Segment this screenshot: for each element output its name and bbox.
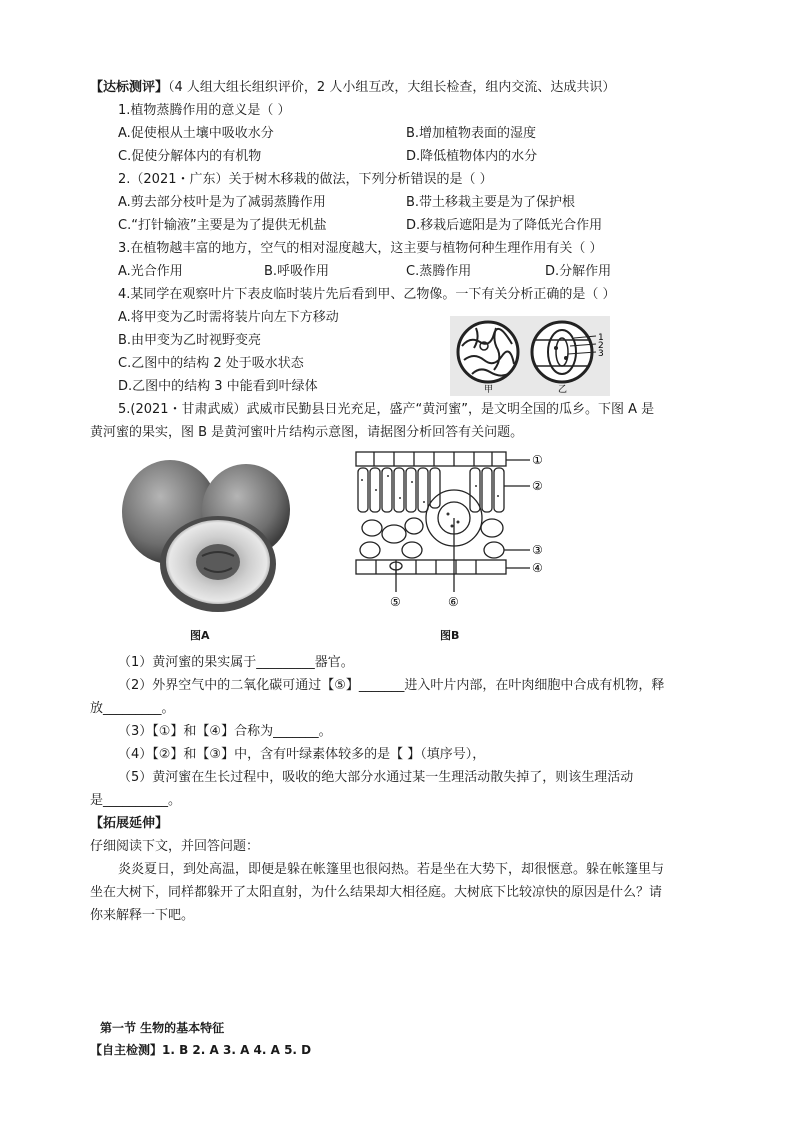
- q4-fig-label-jia: 甲: [484, 385, 494, 395]
- view-jia-diagram: [458, 322, 518, 382]
- q5-stem-line2: 黄河蜜的果实，图 B 是黄河蜜叶片结构示意图，请据图分析回答有关问题。: [90, 425, 524, 440]
- extension-para-line3: 你来解释一下吧。: [90, 908, 195, 923]
- eval-heading: 【达标测评】: [90, 80, 169, 95]
- q2-stem: 2.（2021・广东）关于树木移栽的做法，下列分析错误的是（ ）: [118, 172, 493, 187]
- q5-sub5-line2: 是__________。: [90, 793, 182, 808]
- q4-option-c: C.乙图中的结构 2 处于吸水状态: [118, 356, 304, 371]
- q2-option-c: C.“打针输液”主要是为了提供无机盐: [118, 218, 327, 233]
- extension-intro: 仔细阅读下文，并回答问题：: [90, 839, 260, 854]
- q3-stem: 3.在植物越丰富的地方，空气的相对湿度越大，这主要与植物何种生理作用有关（ ）: [118, 241, 603, 256]
- leaf-structure-diagram: [352, 446, 558, 614]
- leaf-label-3: ③: [532, 543, 543, 557]
- q5-sub4: （4）【②】和【③】中，含有叶绿素体较多的是【 】（填序号），: [118, 747, 486, 762]
- q4-option-b: B.由甲变为乙时视野变亮: [118, 333, 262, 348]
- q4-option-d: D.乙图中的结构 3 中能看到叶绿体: [118, 379, 318, 394]
- q3-option-b: B.呼吸作用: [264, 264, 330, 279]
- q3-option-c: C.蒸腾作用: [406, 264, 472, 279]
- fig-b-caption: 图B: [440, 629, 460, 642]
- q3-option-d: D.分解作用: [545, 264, 612, 279]
- fig-a-caption: 图A: [190, 629, 210, 642]
- q1-stem: 1.植物蒸腾作用的意义是（ ）: [118, 103, 291, 118]
- q1-option-b: B.增加植物表面的湿度: [406, 126, 537, 141]
- eval-heading-line: [90, 80, 615, 96]
- q2-option-a: A.剪去部分枝叶是为了减弱蒸腾作用: [118, 195, 326, 210]
- answers-section-title: 第一节 生物的基本特征: [100, 1021, 225, 1035]
- q5-sub2-line1: （2）外界空气中的二氧化碳可通过【⑤】_______进入叶片内部，在叶肉细胞中合成有机物，释: [118, 678, 665, 693]
- extension-para-line2: 坐在大树下，同样都躲开了太阳直射，为什么结果却大相径庭。大树底下比较凉快的原因是什么？请: [90, 885, 663, 900]
- q4-option-a: A.将甲变为乙时需将装片向左下方移动: [118, 310, 339, 325]
- q4-fig-number-1: 1: [598, 333, 604, 343]
- q1-option-d: D.降低植物体内的水分: [406, 149, 538, 164]
- leaf-label-6: ⑥: [448, 595, 459, 609]
- q5-sub2-line2: 放_________。: [90, 701, 175, 716]
- answers-label: 【自主检测】: [90, 1043, 163, 1057]
- q1-option-a: A.促使根从土壤中吸收水分: [118, 126, 274, 141]
- q4-microscope-figure: [450, 316, 610, 396]
- answers-line: [90, 1042, 311, 1058]
- q4-stem: 4.某同学在观察叶片下表皮临时装片先后看到甲、乙物像。一下有关分析正确的是（ ）: [118, 287, 616, 302]
- q2-option-d: D.移栽后遮阳是为了降低光合作用: [406, 218, 603, 233]
- leaf-label-2: ②: [532, 479, 543, 493]
- q4-fig-label-yi: 乙: [558, 385, 568, 395]
- q3-option-a: A.光合作用: [118, 264, 183, 279]
- leaf-label-4: ④: [532, 561, 543, 575]
- q5-stem-line1: 5.(2021・甘肃武威）武威市民勤县日光充足，盛产“黄河蜜”，是文明全国的瓜乡。下图 A 是: [118, 402, 655, 417]
- q5-sub1: （1）黄河蜜的果实属于_________器官。: [118, 655, 354, 670]
- q4-fig-number-3: 3: [598, 349, 604, 359]
- melon-photo-figure: [118, 452, 298, 620]
- q5-sub3: （3）【①】和【④】合称为_______。: [118, 724, 332, 739]
- eval-note: （4 人组大组长组织评价，2 人小组互改，大组长检查，组内交流、达成共识）: [168, 80, 616, 95]
- leaf-label-5: ⑤: [390, 595, 401, 609]
- q1-option-c: C.促使分解体内的有机物: [118, 149, 262, 164]
- q5-sub5-line1: （5）黄河蜜在生长过程中，吸收的绝大部分水通过某一生理活动散失掉了，则该生理活动: [118, 770, 634, 785]
- answers-items: 1. B 2. A 3. A 4. A 5. D: [162, 1043, 312, 1057]
- q2-option-b: B.带土移栽主要是为了保护根: [406, 195, 576, 210]
- q4-fig-number-2: 2: [598, 341, 604, 351]
- extension-para-line1: 炎炎夏日，到处高温，即便是躲在帐篷里也很闷热。若是坐在大势下，却很惬意。躲在帐篷里与: [118, 862, 665, 877]
- extension-heading: 【拓展延伸】: [90, 816, 169, 831]
- leaf-label-1: ①: [532, 453, 543, 467]
